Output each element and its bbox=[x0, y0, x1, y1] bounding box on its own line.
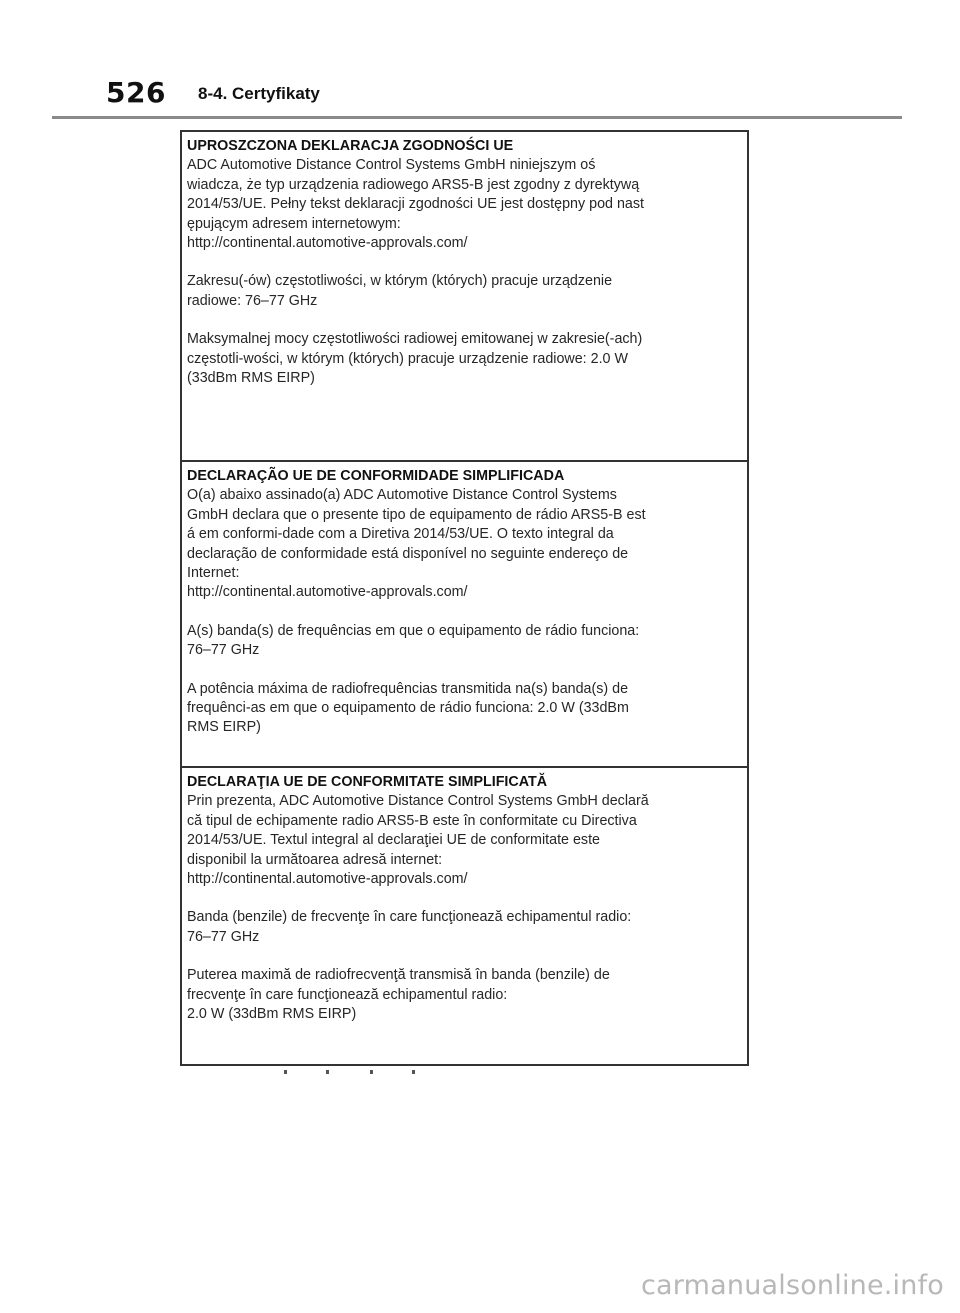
section-title: 8-4. Certyfikaty bbox=[198, 84, 320, 103]
declaration-statement: ADC Automotive Distance Control Systems GmbH niniejszym oś wiadcza, że typ urządzenia radiowego ARS5-B jest zgodny z dyrektywą 2014/53/UE. Pełny tekst deklaracji zgodności UE jest dostępny pod nast ępującym adresem internetowym: http://continental.automotive-approvals.com/ bbox=[187, 157, 644, 252]
frequency-range-text: Zakresu(-ów) częstotliwości, w którym (których) pracuje urządzenie radiowe: 76–77 GHz bbox=[187, 273, 613, 309]
max-power-text: Maksymalnej mocy częstotliwości radiowej emitowanej w zakresie(-ach) częstotli-wości, w którym (których) pracuje urządzenie radiowe: 2.0 W (33dBm RMS EIRP) bbox=[187, 331, 643, 387]
page-number: 526 bbox=[106, 76, 166, 109]
max-power-text: A potência máxima de radiofrequências transmitida na(s) banda(s) de frequênci-as em que o equipamento de rádio funciona: 2.0 W (33dBm RMS EIRP) bbox=[187, 680, 629, 736]
declaration-romanian bbox=[180, 766, 749, 1066]
declaration-statement: O(a) abaixo assinado(a) ADC Automotive Distance Control Systems GmbH declara que o presente tipo de equipamento de rádio ARS5-B est á em conformi-dade com a Diretiva 2014/53/UE. O texto integral da declaração de conformidade está disponível no seguinte endereço de Internet: http://continental.automotive-approvals.com/ bbox=[187, 487, 646, 601]
scan-tick bbox=[412, 1070, 415, 1074]
declaration-statement: Prin prezenta, ADC Automotive Distance Control Systems GmbH declară că tipul de echipamente radio ARS5-B este în conformitate cu Directiva 2014/53/UE. Textul integral al declaraţiei UE de conformitate este disponibil la următoarea adresă internet: http://continental.automotive-approvals.com/ bbox=[187, 793, 649, 888]
watermark: carmanualsonline.info bbox=[641, 1270, 944, 1301]
scan-tick bbox=[326, 1070, 329, 1074]
declaration-polish bbox=[180, 130, 749, 460]
declarations-frame bbox=[180, 130, 754, 1070]
frequency-range-text: Banda (benzile) de frecvenţe în care funcţionează echipamentul radio: 76–77 GHz bbox=[187, 909, 632, 945]
max-power-text: Puterea maximă de radiofrecvenţă transmisă în banda (benzile) de frecvenţe în care funcţionează echipamentul radio: 2.0 W (33dBm RMS EIRP) bbox=[187, 967, 610, 1023]
frequency-range-text: A(s) banda(s) de frequências em que o equipamento de rádio funciona: 76–77 GHz bbox=[187, 622, 640, 659]
scan-tick bbox=[284, 1070, 287, 1074]
declaration-heading: DECLARAŢIA UE DE CONFORMITATE SIMPLIFICATĂ bbox=[187, 774, 548, 790]
declaration-heading: UPROSZCZONA DEKLARACJA ZGODNOŚCI UE bbox=[187, 138, 514, 154]
header-divider bbox=[52, 116, 902, 119]
scan-artifact-marks bbox=[180, 1066, 754, 1078]
declaration-heading: DECLARAÇÃO UE DE CONFORMIDADE SIMPLIFICADA bbox=[187, 468, 565, 484]
scan-tick bbox=[370, 1070, 373, 1074]
declaration-portuguese bbox=[180, 460, 749, 766]
